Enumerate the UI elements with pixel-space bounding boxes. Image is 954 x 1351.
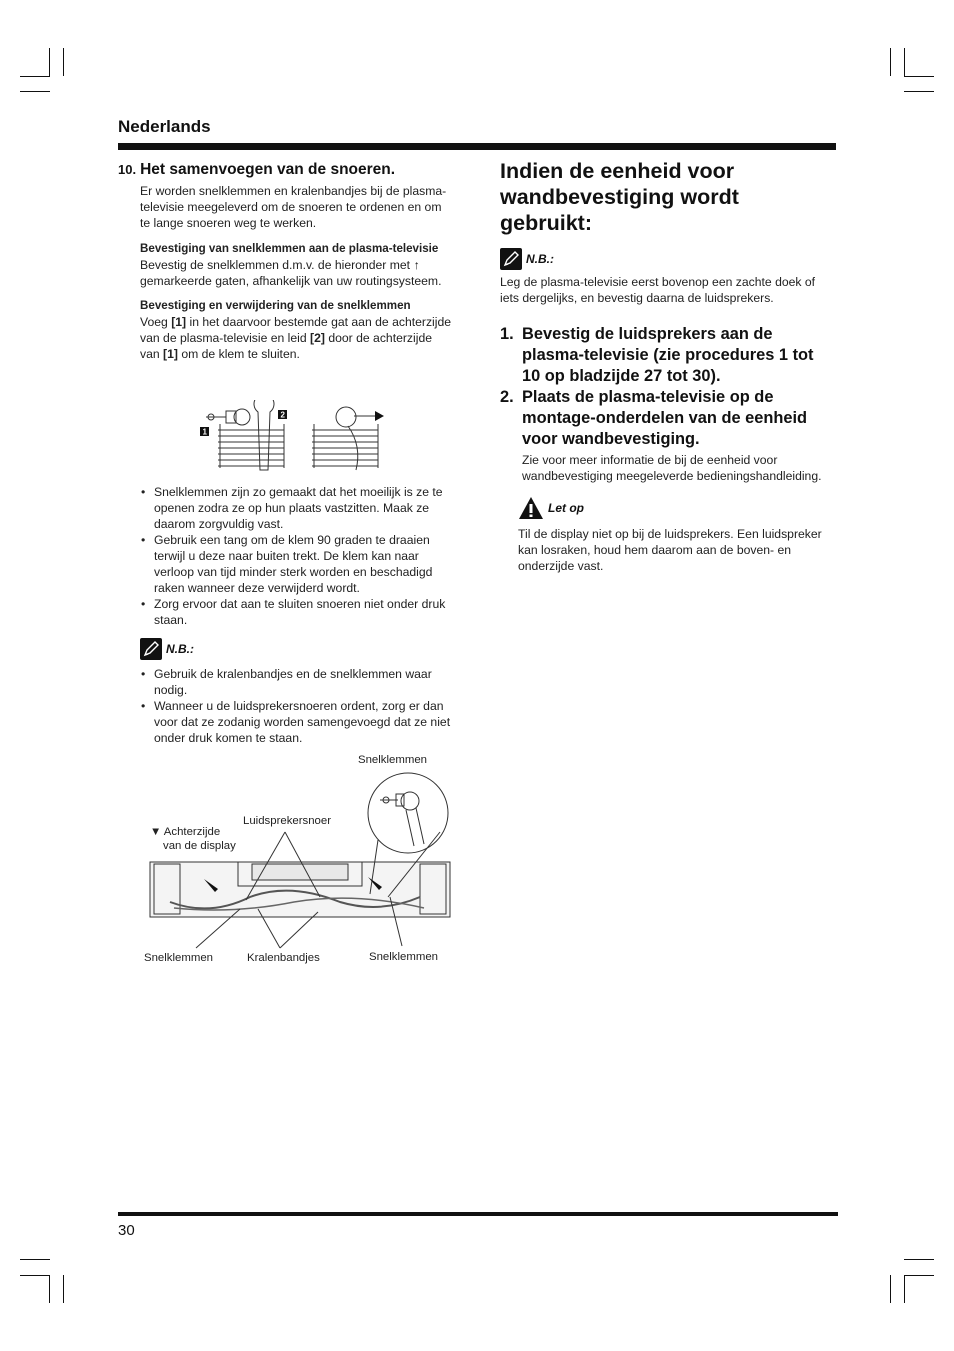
step-number: 1. — [500, 325, 514, 343]
label-achterzijde: ▼ Achterzijde — [150, 826, 221, 838]
left-body — [140, 183, 452, 362]
step-2 — [500, 387, 836, 450]
right-body — [500, 248, 836, 574]
label-achterzijde-2: van de display — [163, 840, 236, 852]
sub1-title: Bevestiging van snelklemmen aan de plasma-televisie — [140, 242, 439, 255]
caution-text: Til de display niet op bij de luidsprekers. Een luidspreker kan losraken, houd hem daarom aan de boven- en onderzijde vast. — [518, 527, 822, 573]
warning-icon — [518, 496, 544, 520]
clip-illustration — [198, 400, 388, 475]
left-body-2 — [140, 484, 452, 746]
step2-note: Zie voor meer informatie de bij de eenheid voor wandbevestiging meegeleverde bedieningshandleiding. — [522, 453, 822, 483]
language-label: Nederlands — [118, 117, 211, 136]
display-rear-illustration — [140, 752, 460, 972]
caution-label: Let op — [548, 501, 584, 515]
section-title: Het samenvoegen van de snoeren. — [140, 161, 396, 178]
step-number: 2. — [500, 388, 514, 406]
pencil-icon — [140, 638, 162, 660]
section-number: 10. — [118, 162, 137, 177]
nb-text: Leg de plasma-televisie eerst bovenop een zachte doek of iets dergelijks, en bevestig daarna de luidsprekers. — [500, 275, 816, 305]
pencil-icon — [500, 248, 522, 270]
bullet-list — [140, 484, 452, 628]
right-heading: Indien de eenheid voor wandbevestiging wordt gebruikt: — [500, 159, 739, 235]
cable-figure — [140, 752, 460, 972]
list-item: • Zorg ervoor dat aan te sluiten snoeren niet onder druk staan. — [140, 596, 452, 628]
step-text: Plaats de plasma-televisie op de montage-onderdelen van de eenheid voor wandbevestiging. — [522, 388, 808, 448]
nb-heading — [140, 638, 452, 660]
label-snelklemmen-top: Snelklemmen — [358, 754, 428, 766]
sub2-text: Voeg [1] in het daarvoor bestemde gat aan de achterzijde van de plasma-televisie en leid [2] door de achterzijde van [1] om de klem te sluiten. — [140, 315, 452, 361]
header-rule — [118, 143, 836, 150]
nb-list — [140, 666, 452, 746]
footer-rule — [118, 1212, 838, 1216]
list-item: • Wanneer u de luidsprekersnoeren ordent, zorg er dan voor dat ze zodanig worden samengevoegd dat ze niet onder druk komen te staan. — [140, 698, 452, 746]
intro-text: Er worden snelklemmen en kralenbandjes bij de plasma-televisie meegeleverd om de snoeren te ordenen en om te lange snoeren weg te werken. — [140, 184, 447, 230]
label-snelklemmen-right: Snelklemmen — [369, 951, 439, 963]
step-1 — [500, 324, 836, 387]
caution-heading — [518, 496, 836, 520]
step-text: Bevestig de luidsprekers aan de plasma-televisie (zie procedures 1 tot 10 op bladzijde 27 tot 30). — [522, 325, 814, 385]
list-item: • Gebruik de kralenbandjes en de snelklemmen waar nodig. — [140, 666, 452, 698]
svg-text:1: 1 — [202, 427, 207, 437]
nb-label: N.B.: — [166, 642, 194, 656]
section-heading — [118, 161, 395, 179]
page-number: 30 — [118, 1222, 135, 1239]
label-kralenbandjes: Kralenbandjes — [247, 952, 320, 964]
list-item: • Snelklemmen zijn zo gemaakt dat het moeilijk is ze te openen zodra ze op hun plaats vastzitten. Maak ze daarom zorgvuldig vast. — [140, 484, 452, 532]
nb-heading-right — [500, 248, 836, 270]
steps — [500, 324, 836, 484]
svg-text:2: 2 — [280, 410, 285, 420]
sub1-text: Bevestig de snelklemmen d.m.v. de hieronder met ↑ gemarkeerde gaten, afhankelijk van uw routingsysteem. — [140, 258, 442, 288]
label-luidsprekersnoer: Luidsprekersnoer — [243, 815, 332, 827]
sub2-title: Bevestiging en verwijdering van de snelklemmen — [140, 299, 411, 312]
label-snelklemmen-left: Snelklemmen — [144, 952, 214, 964]
list-item: • Gebruik een tang om de klem 90 graden te draaien terwijl u deze naar buiten trekt. De klem kan naar verloop van tijd minder sterk worden en beschadigd raken wanneer deze verwijderd wordt. — [140, 532, 452, 596]
nb-label: N.B.: — [526, 252, 554, 266]
